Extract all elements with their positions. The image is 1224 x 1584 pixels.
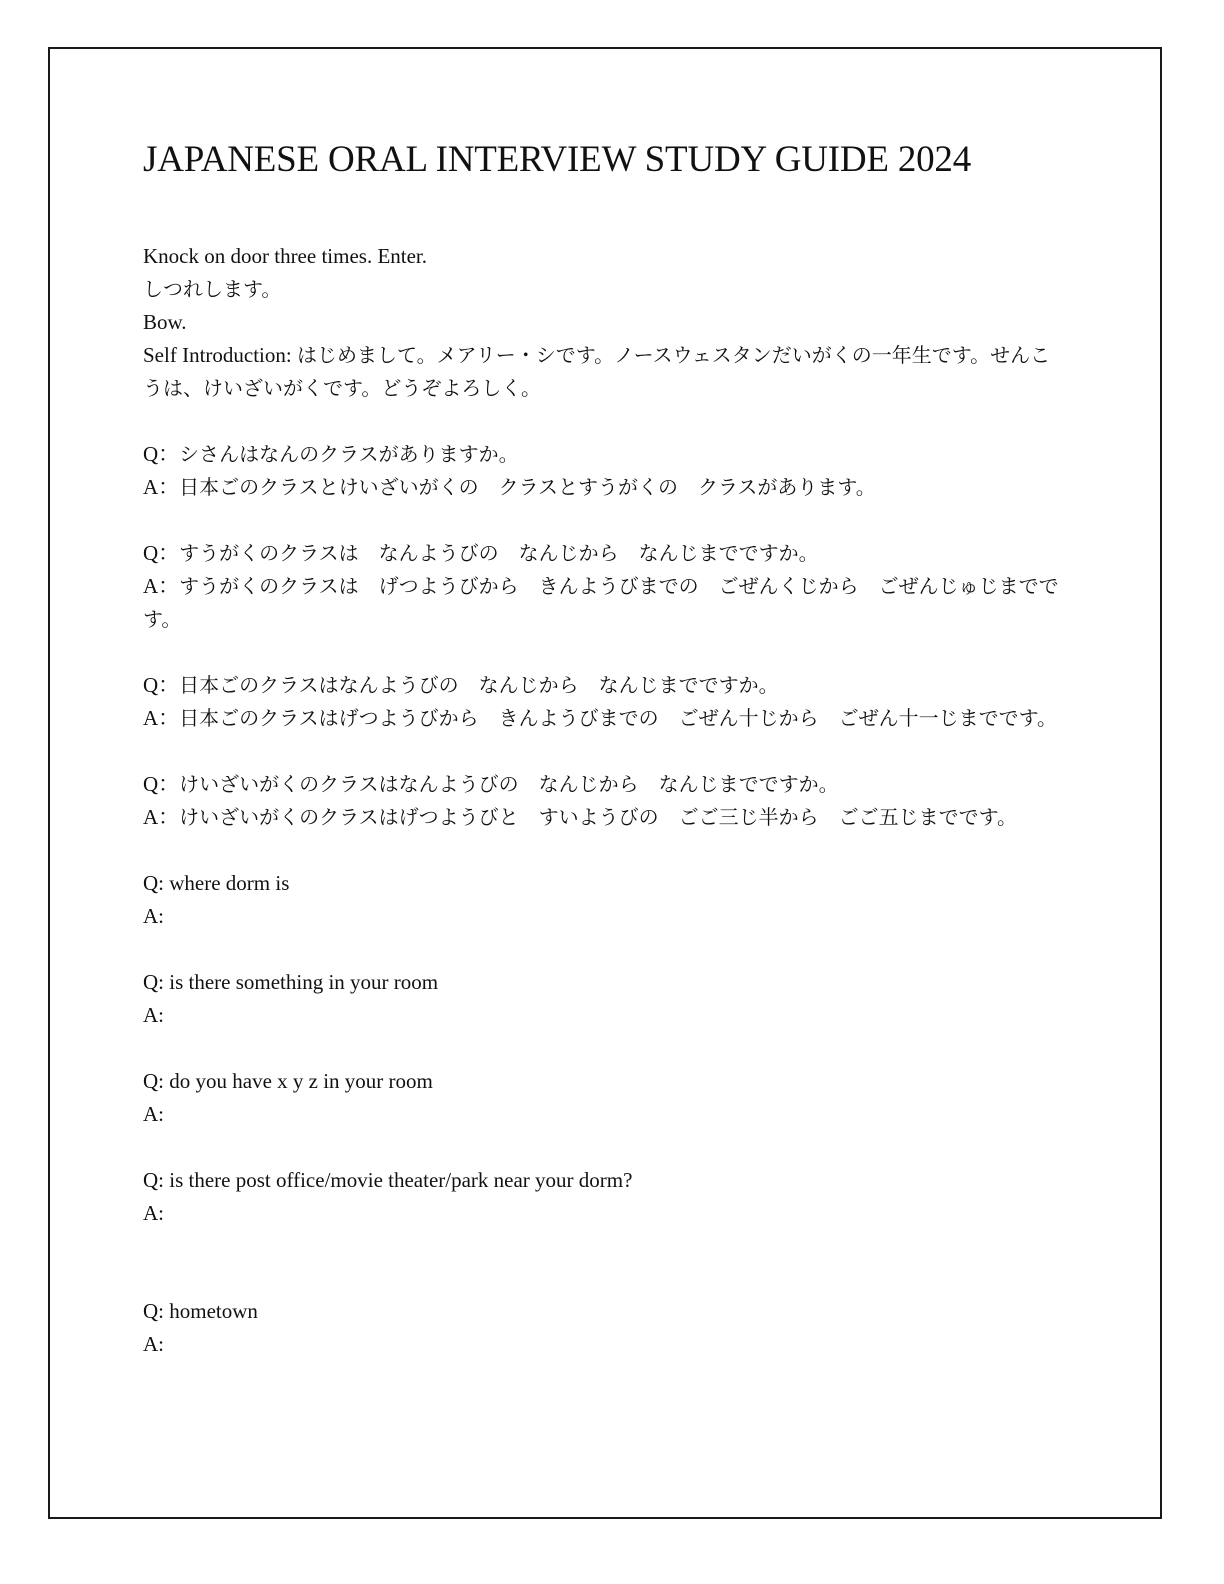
a-label: A：	[143, 706, 180, 730]
open-question-hometown: Q: hometown	[143, 1299, 258, 1323]
qa-question-4	[143, 768, 1068, 801]
a-label: A：	[143, 574, 180, 598]
spacer	[143, 834, 1068, 867]
qa-answer-3	[143, 702, 1068, 735]
qa-answer-4	[143, 801, 1068, 834]
q-text: シさんはなんのクラスがありますか。	[179, 442, 519, 466]
q-label: Q：	[143, 541, 180, 565]
a-text: 日本ごのクラスはげつようびから きんようびまでの ごぜん十じから ごぜん十一じまでです。	[179, 706, 1057, 730]
spacer	[143, 636, 1068, 669]
intro-step-bow: Bow.	[143, 310, 187, 334]
open-question-dorm: Q: where dorm is	[143, 871, 290, 895]
qa-answer-1	[143, 471, 1068, 504]
qa-question-1	[143, 438, 1068, 471]
intro-greeting: しつれします。	[143, 277, 282, 301]
a-label: A：	[143, 805, 180, 829]
self-intro-label: Self Introduction:	[143, 343, 297, 367]
spacer	[143, 933, 1068, 966]
qa-answer-2	[143, 570, 1068, 636]
spacer	[143, 1032, 1068, 1065]
open-answer-near-dorm: A:	[143, 1201, 164, 1225]
self-intro-text: はじめまして。メアリー・シです。ノースウェスタンだいがくの一年生です。せんこうは、けいざいがくです。どうぞよろしく。	[143, 343, 1051, 400]
a-text: すうがくのクラスは げつようびから きんようびまでの ごぜんくじから ごぜんじゅじまでです。	[143, 574, 1059, 631]
open-answer-hometown: A:	[143, 1332, 164, 1356]
open-answer-dorm: A:	[143, 904, 164, 928]
open-question-room-items: Q: do you have x y z in your room	[143, 1069, 433, 1093]
document-body	[143, 136, 1068, 1361]
spacer	[143, 504, 1068, 537]
q-label: Q：	[143, 673, 180, 697]
q-text: けいざいがくのクラスはなんようびの なんじから なんじまでですか。	[179, 772, 839, 796]
spacer	[143, 735, 1068, 768]
qa-question-2	[143, 537, 1068, 570]
spacer	[143, 1230, 1068, 1295]
intro-step-knock: Knock on door three times. Enter.	[143, 244, 428, 268]
open-answer-room-something: A:	[143, 1003, 164, 1027]
page-title: JAPANESE ORAL INTERVIEW STUDY GUIDE 2024	[143, 139, 972, 180]
a-label: A：	[143, 475, 180, 499]
self-introduction	[143, 339, 1068, 405]
a-text: 日本ごのクラスとけいざいがくの クラスとすうがくの クラスがあります。	[179, 475, 876, 499]
spacer	[143, 405, 1068, 438]
spacer	[143, 1131, 1068, 1164]
q-label: Q：	[143, 442, 180, 466]
q-text: 日本ごのクラスはなんようびの なんじから なんじまでですか。	[179, 673, 779, 697]
open-question-room-something: Q: is there something in your room	[143, 970, 439, 994]
q-text: すうがくのクラスは なんようびの なんじから なんじまでですか。	[179, 541, 819, 565]
q-label: Q：	[143, 772, 180, 796]
open-question-near-dorm: Q: is there post office/movie theater/park near your dorm?	[143, 1168, 633, 1192]
qa-question-3	[143, 669, 1068, 702]
a-text: けいざいがくのクラスはげつようびと すいようびの ごご三じ半から ごご五じまでです。	[179, 805, 1017, 829]
open-answer-room-items: A:	[143, 1102, 164, 1126]
